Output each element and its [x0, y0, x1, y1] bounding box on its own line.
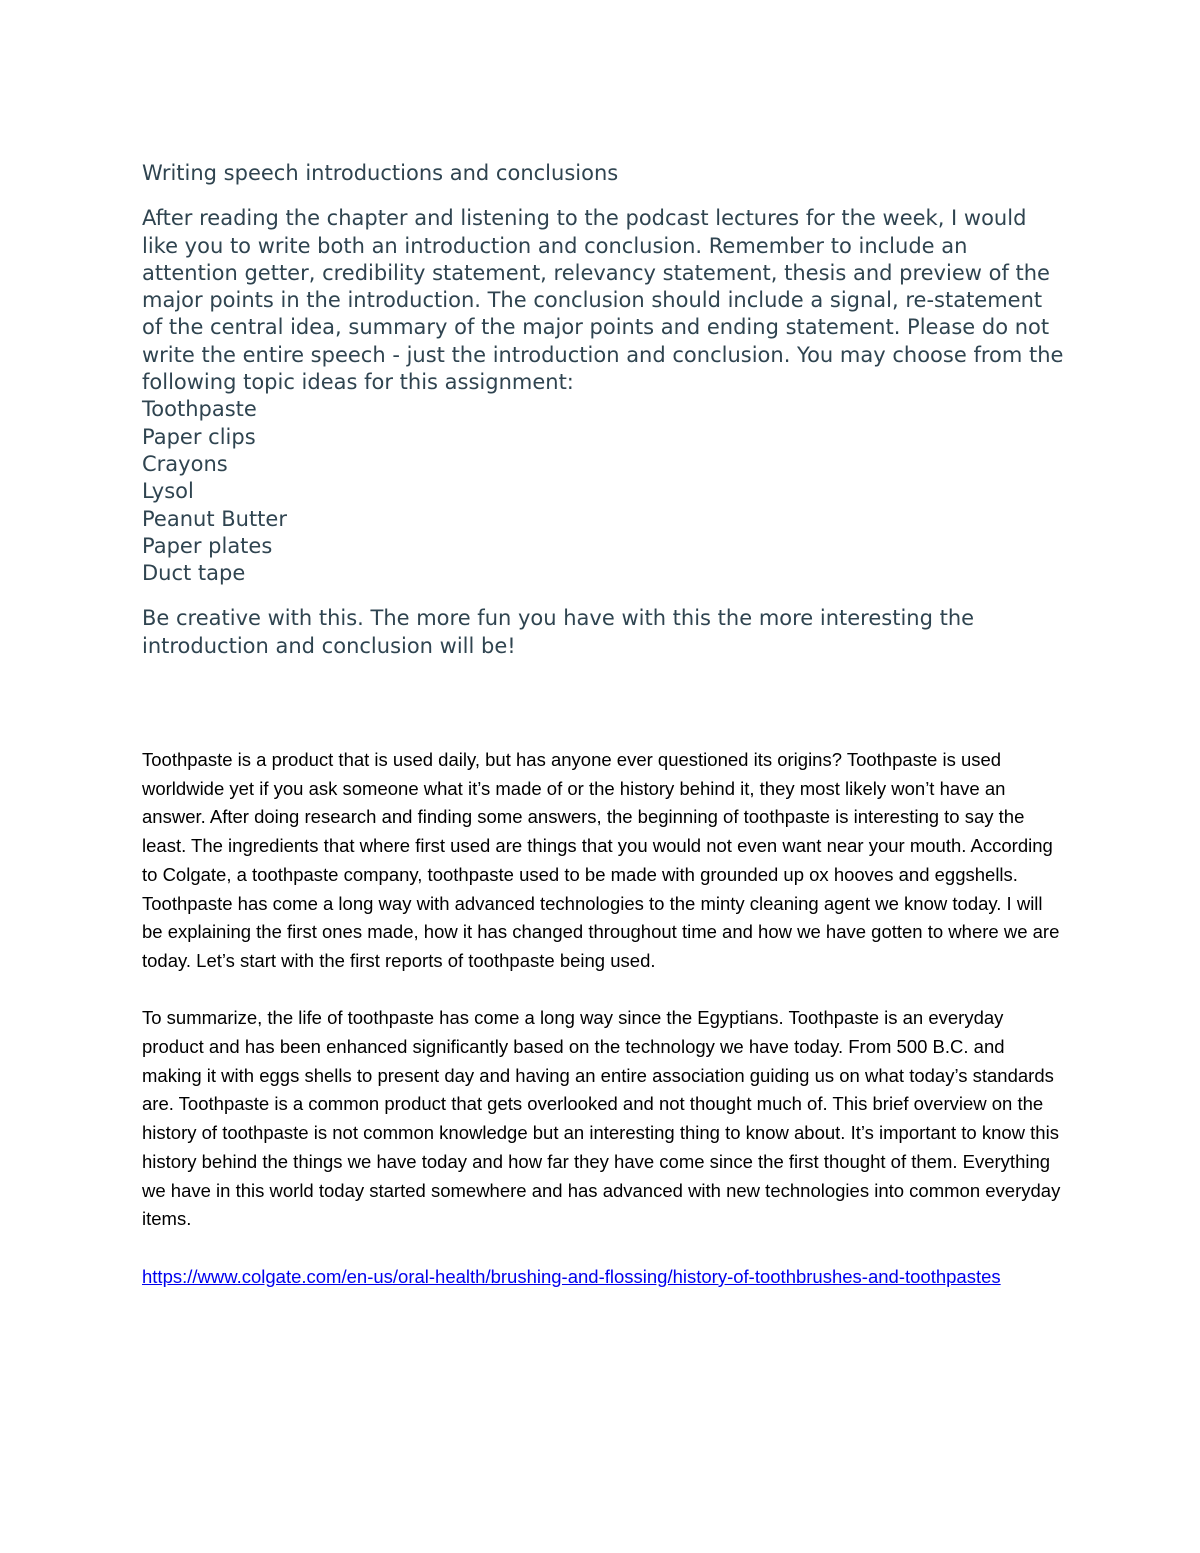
topic-item: Crayons — [142, 451, 228, 476]
source-link[interactable]: https://www.colgate.com/en-us/oral-health/brushing-and-flossing/history-of-toothbrushes-and-toothpastes — [142, 1265, 1001, 1287]
assignment-closing-note: Be creative with this. The more fun you have with this the more interesting the introduction and conclusion will be! — [142, 606, 975, 658]
topic-item: Paper clips — [142, 424, 256, 449]
student-response — [142, 746, 1067, 1291]
topic-item: Toothpaste — [142, 397, 257, 422]
assignment-title: Writing speech introductions and conclusions — [142, 161, 619, 185]
topic-item: Duct tape — [142, 561, 246, 586]
topic-item: Paper plates — [142, 533, 273, 558]
introduction-paragraph: Toothpaste is a product that is used daily, but has anyone ever questioned its origins? Toothpaste is used worldwide yet if you ask someone what it’s made of or the history behind it, they most likely won’t have an answer. After doing research and finding some answers, the beginning of toothpaste is interesting to say the least. The ingredients that where first used are things that you would not even want near your mouth. According to Colgate, a toothpaste company, toothpaste used to be made with grounded up ox hooves and eggshells. Toothpaste has come a long way with advanced technologies to the minty cleaning agent we know today. I will be explaining the first ones made, how it has changed throughout time and how we have gotten to where we are today. Let’s start with the first reports of toothpaste being used. — [142, 749, 1060, 971]
topic-list — [142, 396, 1067, 587]
assignment-prompt — [142, 160, 1067, 660]
assignment-instructions: After reading the chapter and listening to the podcast lectures for the week, I would like you to write both an introduction and conclusion. Remember to include an attention getter, credibility statement, relevancy statement, thesis and preview of the major points in the introduction. The conclusion should include a signal, re-statement of the central idea, summary of the major points and ending statement. Please do not write the entire speech - just the introduction and conclusion. You may choose from the following topic ideas for this assignment: — [142, 206, 1064, 395]
topic-item: Peanut Butter — [142, 506, 287, 531]
conclusion-paragraph: To summarize, the life of toothpaste has come a long way since the Egyptians. Toothpaste is an everyday product and has been enhanced significantly based on the technology we have today. From 500 B.C. and making it with eggs shells to present day and having an entire association guiding us on what today’s standards are. Toothpaste is a common product that gets overlooked and not thought much of. This brief overview on the history of toothpaste is not common knowledge but an interesting thing to know about. It’s important to know this history behind the things we have today and how far they have come since the first thought of them. Everything we have in this world today started somewhere and has advanced with new technologies into common everyday items. — [142, 1007, 1061, 1230]
document-content — [142, 155, 1067, 1291]
topic-item: Lysol — [142, 479, 194, 504]
